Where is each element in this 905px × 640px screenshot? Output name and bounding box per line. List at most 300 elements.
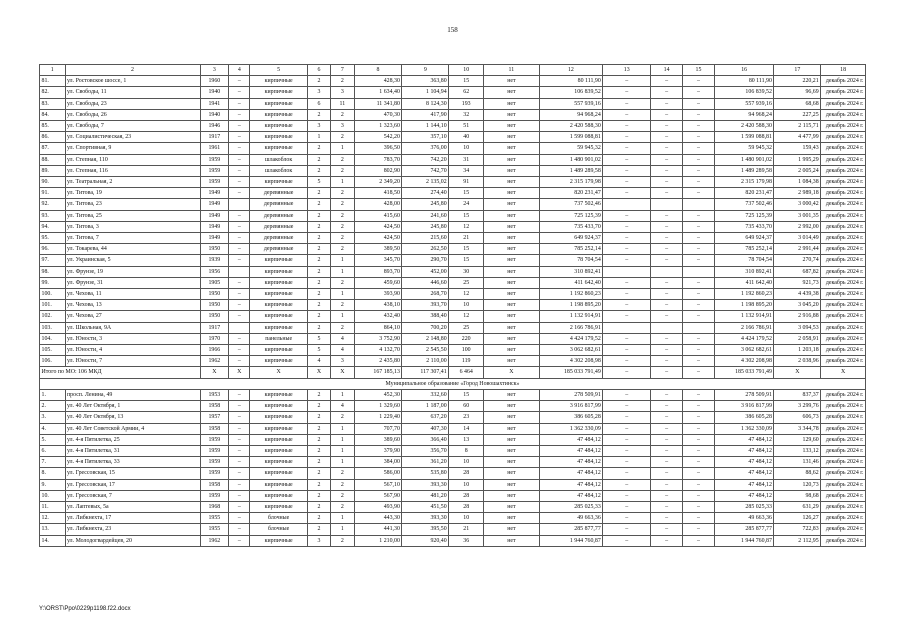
- section-title: Муниципальное образование «Город Новошахтинск»: [40, 378, 866, 389]
- table-cell: 3.: [40, 412, 66, 423]
- table-row: [40, 513, 866, 524]
- table-cell: –: [603, 121, 651, 132]
- table-cell: декабрь 2024 г.: [821, 524, 866, 535]
- table-cell: 1955: [200, 524, 229, 535]
- table-cell: –: [229, 277, 250, 288]
- table-cell: 1961: [200, 143, 229, 154]
- table-cell: ул. Либкнехта, 23: [65, 524, 200, 535]
- table-cell: кирпичные: [250, 177, 307, 188]
- table-cell: 2: [331, 199, 354, 210]
- table-cell: 864,10: [354, 322, 402, 333]
- table-cell: 1: [331, 524, 354, 535]
- table-cell: 4 477,99: [774, 132, 821, 143]
- table-cell: 2: [307, 524, 330, 535]
- table-cell: декабрь 2024 г.: [821, 457, 866, 468]
- table-cell: 15: [449, 255, 484, 266]
- table-cell: –: [651, 479, 683, 490]
- table-cell: 15: [449, 389, 484, 400]
- table-row: [40, 401, 866, 412]
- column-header: 7: [331, 65, 354, 76]
- table-cell: 557 939,16: [539, 98, 603, 109]
- table-cell: нет: [484, 311, 539, 322]
- table-cell: 1 599 088,81: [539, 132, 603, 143]
- table-row: [40, 244, 866, 255]
- table-cell: 1958: [200, 423, 229, 434]
- table-cell: 193: [449, 98, 484, 109]
- table-cell: –: [603, 501, 651, 512]
- table-cell: –: [229, 132, 250, 143]
- table-cell: –: [683, 154, 715, 165]
- table-cell: 10: [449, 143, 484, 154]
- table-cell: 1941: [200, 98, 229, 109]
- table-cell: 1 198 895,20: [714, 300, 774, 311]
- table-cell: –: [683, 513, 715, 524]
- table-cell: 93.: [40, 210, 66, 221]
- table-cell: 2 991,44: [774, 244, 821, 255]
- table-cell: –: [603, 132, 651, 143]
- table-cell: [603, 322, 651, 333]
- table-cell: X: [307, 367, 330, 378]
- table-cell: 1950: [200, 244, 229, 255]
- table-cell: –: [603, 345, 651, 356]
- table-cell: нет: [484, 501, 539, 512]
- table-cell: 4 424 179,52: [539, 333, 603, 344]
- column-header: 14: [651, 65, 683, 76]
- table-cell: 785 252,14: [539, 244, 603, 255]
- table-cell: ул. Юности, 3: [65, 333, 200, 344]
- table-cell: ул. Чехова, 13: [65, 300, 200, 311]
- table-cell: –: [229, 221, 250, 232]
- table-cell: кирпичные: [250, 266, 307, 277]
- table-cell: –: [683, 165, 715, 176]
- table-cell: 2: [307, 300, 330, 311]
- table-cell: –: [683, 457, 715, 468]
- table-cell: нет: [484, 266, 539, 277]
- table-cell: ул. Театральная, 2: [65, 177, 200, 188]
- table-cell: 68,68: [774, 98, 821, 109]
- table-cell: декабрь 2024 г.: [821, 490, 866, 501]
- table-cell: 185 033 791,49: [714, 367, 774, 378]
- table-cell: 120,73: [774, 479, 821, 490]
- column-header: 1: [40, 65, 66, 76]
- table-cell: 2: [331, 501, 354, 512]
- table-cell: –: [603, 333, 651, 344]
- table-cell: 91.: [40, 188, 66, 199]
- table-cell: –: [229, 233, 250, 244]
- table-cell: 47 484,12: [539, 490, 603, 501]
- table-cell: 25: [449, 322, 484, 333]
- table-cell: 15: [449, 210, 484, 221]
- housing-register-table: [39, 64, 866, 547]
- table-cell: 2: [331, 535, 354, 546]
- table-cell: 2: [307, 445, 330, 456]
- table-cell: 12: [449, 289, 484, 300]
- table-cell: 274,40: [402, 188, 449, 199]
- table-cell: 470,30: [354, 109, 402, 120]
- table-cell: 407,30: [402, 423, 449, 434]
- table-cell: нет: [484, 289, 539, 300]
- table-cell: 3: [331, 121, 354, 132]
- table-cell: кирпичные: [250, 109, 307, 120]
- table-cell: 1939: [200, 255, 229, 266]
- table-cell: –: [683, 445, 715, 456]
- table-cell: –: [683, 121, 715, 132]
- table-cell: 2: [307, 165, 330, 176]
- table-cell: 1 084,38: [774, 177, 821, 188]
- table-row: [40, 300, 866, 311]
- table-cell: декабрь 2024 г.: [821, 255, 866, 266]
- table-cell: 106 839,52: [539, 87, 603, 98]
- table-cell: –: [651, 535, 683, 546]
- table-cell: 1 634,40: [354, 87, 402, 98]
- table-cell: [651, 266, 683, 277]
- table-cell: 820 231,47: [539, 188, 603, 199]
- table-cell: 2: [331, 322, 354, 333]
- table-cell: –: [651, 98, 683, 109]
- table-cell: декабрь 2024 г.: [821, 154, 866, 165]
- table-cell: –: [603, 367, 651, 378]
- table-cell: 2 420 588,30: [714, 121, 774, 132]
- table-cell: ул. Грессовская, 17: [65, 479, 200, 490]
- table-cell: ул. Социалистическая, 23: [65, 132, 200, 143]
- table-row: [40, 333, 866, 344]
- table-cell: –: [651, 76, 683, 87]
- table-cell: ул. Фрунзе, 19: [65, 266, 200, 277]
- table-cell: нет: [484, 143, 539, 154]
- table-cell: декабрь 2024 г.: [821, 468, 866, 479]
- table-cell: 3 014,49: [774, 233, 821, 244]
- table-cell: 285 025,33: [714, 501, 774, 512]
- table-cell: кирпичные: [250, 389, 307, 400]
- table-cell: 1: [331, 445, 354, 456]
- table-cell: ул. Степная, 116: [65, 165, 200, 176]
- table-cell: нет: [484, 535, 539, 546]
- table-cell: кирпичные: [250, 143, 307, 154]
- table-cell: 1 944 760,87: [714, 535, 774, 546]
- table-cell: –: [603, 289, 651, 300]
- table-cell: –: [229, 434, 250, 445]
- table-cell: 3: [307, 121, 330, 132]
- table-cell: 1 192 860,23: [714, 289, 774, 300]
- table-cell: нет: [484, 524, 539, 535]
- table-cell: ул. Свободы, 11: [65, 87, 200, 98]
- table-cell: 3 062 682,61: [539, 345, 603, 356]
- table-cell: 725 125,39: [539, 210, 603, 221]
- table-cell: 1: [331, 389, 354, 400]
- table-cell: декабрь 2024 г.: [821, 233, 866, 244]
- table-cell: 1 362 330,09: [539, 423, 603, 434]
- table-cell: 2: [307, 221, 330, 232]
- table-cell: 1970: [200, 333, 229, 344]
- total-row: [40, 367, 866, 378]
- table-cell: 737 502,46: [714, 199, 774, 210]
- table-cell: 2: [307, 266, 330, 277]
- table-cell: –: [229, 479, 250, 490]
- table-cell: 2: [331, 468, 354, 479]
- table-cell: –: [229, 524, 250, 535]
- table-cell: 14: [449, 423, 484, 434]
- table-cell: 586,00: [354, 468, 402, 479]
- table-cell: –: [651, 412, 683, 423]
- table-cell: –: [651, 345, 683, 356]
- table-cell: 94 968,24: [714, 109, 774, 120]
- table-cell: –: [229, 333, 250, 344]
- table-cell: кирпичные: [250, 468, 307, 479]
- table-cell: –: [603, 87, 651, 98]
- table-cell: –: [683, 524, 715, 535]
- table-cell: 102.: [40, 311, 66, 322]
- table-cell: –: [683, 109, 715, 120]
- table-cell: 395,50: [402, 524, 449, 535]
- column-header: 11: [484, 65, 539, 76]
- table-cell: кирпичные: [250, 401, 307, 412]
- table-cell: –: [683, 98, 715, 109]
- table-cell: ул. Грессовская, 15: [65, 468, 200, 479]
- table-cell: 1 210,00: [354, 535, 402, 546]
- table-cell: 31: [449, 154, 484, 165]
- table-cell: –: [651, 109, 683, 120]
- table-cell: –: [683, 300, 715, 311]
- table-cell: 5: [307, 345, 330, 356]
- table-cell: декабрь 2024 г.: [821, 423, 866, 434]
- table-cell: X: [331, 367, 354, 378]
- table-cell: 1: [331, 434, 354, 445]
- table-cell: –: [603, 154, 651, 165]
- table-cell: 96,69: [774, 87, 821, 98]
- table-cell: 1 132 914,91: [714, 311, 774, 322]
- column-header: 12: [539, 65, 603, 76]
- table-cell: 2: [307, 401, 330, 412]
- table-cell: нет: [484, 389, 539, 400]
- table-cell: 34: [449, 165, 484, 176]
- table-cell: 386 605,28: [539, 412, 603, 423]
- table-row: [40, 143, 866, 154]
- table-cell: нет: [484, 300, 539, 311]
- table-cell: –: [229, 165, 250, 176]
- table-cell: 80 111,90: [539, 76, 603, 87]
- table-cell: кирпичные: [250, 255, 307, 266]
- table-cell: 270,74: [774, 255, 821, 266]
- table-cell: 126,27: [774, 513, 821, 524]
- column-header: 10: [449, 65, 484, 76]
- table-cell: декабрь 2024 г.: [821, 535, 866, 546]
- table-cell: декабрь 2024 г.: [821, 199, 866, 210]
- table-cell: –: [603, 76, 651, 87]
- table-cell: декабрь 2024 г.: [821, 210, 866, 221]
- table-row: [40, 311, 866, 322]
- table-cell: декабрь 2024 г.: [821, 289, 866, 300]
- table-cell: 1 489 289,58: [539, 165, 603, 176]
- column-header: 18: [821, 65, 866, 76]
- table-cell: 1917: [200, 322, 229, 333]
- table-cell: –: [651, 457, 683, 468]
- table-cell: 11.: [40, 501, 66, 512]
- table-cell: 2: [331, 165, 354, 176]
- table-cell: 2: [307, 412, 330, 423]
- table-cell: –: [651, 333, 683, 344]
- table-cell: –: [683, 356, 715, 367]
- table-cell: 1917: [200, 132, 229, 143]
- table-row: [40, 490, 866, 501]
- table-cell: нет: [484, 445, 539, 456]
- table-cell: декабрь 2024 г.: [821, 109, 866, 120]
- table-cell: 2: [307, 322, 330, 333]
- table-cell: 2 110,00: [402, 356, 449, 367]
- table-cell: –: [683, 143, 715, 154]
- table-cell: декабрь 2024 г.: [821, 221, 866, 232]
- table-cell: 1 104,94: [402, 87, 449, 98]
- table-cell: 106 839,52: [714, 87, 774, 98]
- table-cell: 47 484,12: [714, 457, 774, 468]
- table-cell: 1955: [200, 513, 229, 524]
- table-cell: 1949: [200, 233, 229, 244]
- table-cell: ул. Свободы, 26: [65, 109, 200, 120]
- table-cell: 96.: [40, 244, 66, 255]
- table-cell: декабрь 2024 г.: [821, 87, 866, 98]
- table-cell: –: [683, 535, 715, 546]
- table-cell: –: [683, 221, 715, 232]
- table-cell: –: [683, 412, 715, 423]
- table-cell: 2: [331, 210, 354, 221]
- table-cell: –: [603, 98, 651, 109]
- table-cell: деревянные: [250, 188, 307, 199]
- table-cell: 220,21: [774, 76, 821, 87]
- table-cell: 1949: [200, 199, 229, 210]
- table-cell: –: [683, 87, 715, 98]
- total-label: Итого по МО: 106 МКД: [40, 367, 201, 378]
- table-row: [40, 524, 866, 535]
- table-cell: X: [484, 367, 539, 378]
- table-cell: –: [683, 233, 715, 244]
- table-cell: –: [651, 255, 683, 266]
- table-cell: –: [683, 255, 715, 266]
- table-cell: X: [250, 367, 307, 378]
- table-cell: –: [683, 188, 715, 199]
- table-cell: 78 704,54: [539, 255, 603, 266]
- table-cell: 452,30: [354, 389, 402, 400]
- table-cell: 1 944 760,87: [539, 535, 603, 546]
- table-cell: кирпичные: [250, 345, 307, 356]
- table-cell: –: [229, 143, 250, 154]
- table-cell: нет: [484, 188, 539, 199]
- table-cell: –: [603, 535, 651, 546]
- table-cell: 735 433,70: [714, 221, 774, 232]
- column-header: 4: [229, 65, 250, 76]
- table-cell: 3 916 817,99: [539, 401, 603, 412]
- table-cell: ул. Спортивная, 9: [65, 143, 200, 154]
- table-cell: 5.: [40, 434, 66, 445]
- table-cell: 481,20: [402, 490, 449, 501]
- table-cell: 567,90: [354, 490, 402, 501]
- table-cell: 649 924,37: [539, 233, 603, 244]
- table-cell: 452,00: [402, 266, 449, 277]
- table-cell: [651, 322, 683, 333]
- table-cell: 389,60: [354, 434, 402, 445]
- table-cell: 2: [331, 490, 354, 501]
- table-cell: 2: [307, 289, 330, 300]
- table-cell: –: [603, 311, 651, 322]
- table-cell: 97.: [40, 255, 66, 266]
- table-cell: –: [683, 389, 715, 400]
- table-cell: 921,73: [774, 277, 821, 288]
- table-cell: –: [683, 289, 715, 300]
- table-cell: –: [603, 423, 651, 434]
- table-cell: –: [229, 457, 250, 468]
- table-cell: 15: [449, 244, 484, 255]
- table-cell: –: [229, 76, 250, 87]
- table-cell: ул. Юности, 7: [65, 356, 200, 367]
- table-cell: 1959: [200, 177, 229, 188]
- table-cell: 2: [307, 154, 330, 165]
- table-cell: ул. Школьная, 9А: [65, 322, 200, 333]
- table-cell: 47 484,12: [714, 490, 774, 501]
- column-header: 13: [603, 65, 651, 76]
- table-cell: 2: [331, 300, 354, 311]
- table-cell: 3 752,90: [354, 333, 402, 344]
- table-cell: 91: [449, 177, 484, 188]
- table-cell: –: [683, 333, 715, 344]
- table-cell: 103.: [40, 322, 66, 333]
- table-cell: деревянные: [250, 244, 307, 255]
- table-cell: деревянные: [250, 210, 307, 221]
- table-cell: декабрь 2024 г.: [821, 322, 866, 333]
- table-cell: 220: [449, 333, 484, 344]
- table-cell: декабрь 2024 г.: [821, 412, 866, 423]
- table-cell: 2: [307, 479, 330, 490]
- table-cell: ул. Чехова, 27: [65, 311, 200, 322]
- table-cell: 15: [449, 76, 484, 87]
- table-cell: 47 484,12: [714, 445, 774, 456]
- table-cell: кирпичные: [250, 479, 307, 490]
- table-cell: декабрь 2024 г.: [821, 132, 866, 143]
- table-cell: 3 299,76: [774, 401, 821, 412]
- table-cell: 2: [307, 501, 330, 512]
- table-cell: 493,90: [354, 501, 402, 512]
- table-cell: 1: [331, 143, 354, 154]
- table-cell: –: [651, 468, 683, 479]
- table-cell: 1960: [200, 76, 229, 87]
- table-cell: –: [651, 401, 683, 412]
- table-cell: 2 315 179,98: [539, 177, 603, 188]
- table-cell: кирпичные: [250, 322, 307, 333]
- column-header: 8: [354, 65, 402, 76]
- table-cell: 2 005,24: [774, 165, 821, 176]
- table-row: [40, 501, 866, 512]
- table-cell: 4: [331, 401, 354, 412]
- table-cell: 2: [307, 468, 330, 479]
- table-cell: 3: [331, 87, 354, 98]
- table-cell: 1 329,60: [354, 401, 402, 412]
- table-cell: –: [651, 445, 683, 456]
- table-cell: 1: [331, 311, 354, 322]
- table-cell: 10.: [40, 490, 66, 501]
- table-cell: 10: [449, 513, 484, 524]
- table-cell: –: [603, 513, 651, 524]
- table-cell: –: [683, 244, 715, 255]
- column-header: 6: [307, 65, 330, 76]
- table-cell: декабрь 2024 г.: [821, 445, 866, 456]
- table-cell: –: [651, 490, 683, 501]
- table-cell: шлакоблок: [250, 154, 307, 165]
- table-cell: 6 464: [449, 367, 484, 378]
- table-cell: 10: [449, 457, 484, 468]
- table-cell: 32: [449, 109, 484, 120]
- table-cell: 438,10: [354, 300, 402, 311]
- table-row: [40, 221, 866, 232]
- table-cell: нет: [484, 210, 539, 221]
- table-cell: 5: [307, 177, 330, 188]
- table-cell: 262,50: [402, 244, 449, 255]
